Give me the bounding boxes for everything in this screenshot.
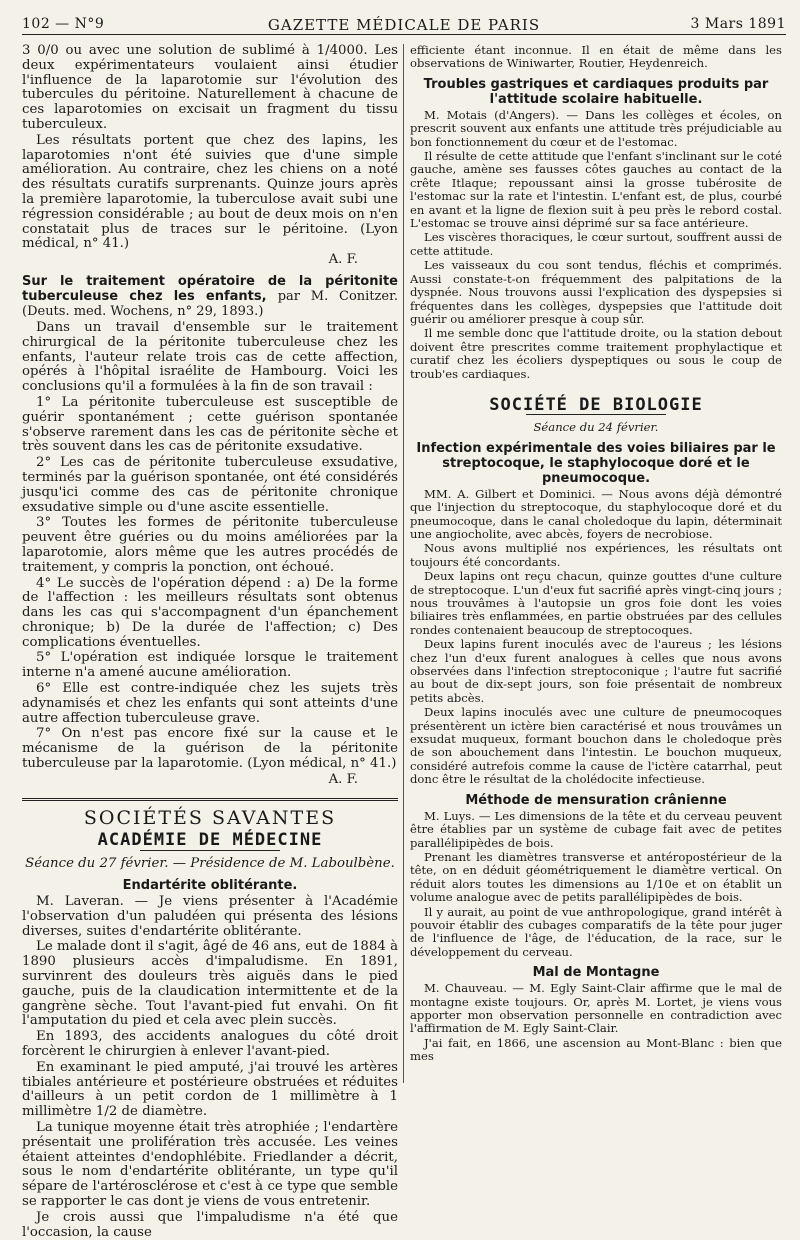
paragraph: 3 0/0 ou avec une solution de sublimé à 1/4000. Les deux expérimentateurs voulaient ainsi étudier l'influence de la laparotomie sur l'évolution des tubercules du péritoine. Naturellement à chacune de ces laparotomies on excisait un fragment du tissu tuberculeux. [22,43,398,132]
paragraph: Deux lapins inoculés avec une culture de pneumocoques présentèrent un ictère bien caractérisé et nous trouvâmes un exsudat muqueux, formant bouchon dans le choledoque près de son abouchement dans l'intestin. Le bouchon muqueux, considéré autrefois comme la cause de l'ictère catarrhal, peut donc être le résultat de la cholédocite infectieuse. [410,705,782,787]
society-heading: SOCIÉTÉ DE BIOLOGIE [489,394,703,415]
list-item: 1° La péritonite tuberculeuse est susceptible de guérir spontanément ; cette guérison spontanée s'observe rarement dans les cas de péritonite sèche et très souvent dans les cas de péritonite exsudative. [22,394,398,455]
list-item: 7° On n'est pas encore fixé sur la cause et le mécanisme de la guérison de la péritonite tuberculeuse par la laparotomie. (Lyon médical, n° 41.) [22,726,398,772]
section-rule [22,798,398,801]
paragraph: Dans un travail d'ensemble sur le traitement chirurgical de la péritonite tuberculeuse chez les enfants, l'auteur relate trois cas de cette affection, opérés à l'hôpital israélite de Hambourg. Voici les conclusions qu'il a formulées à la fin de son travail : [22,319,398,395]
right-column [410,44,782,1083]
list-item: 2° Les cas de péritonite tuberculeuse exsudative, terminés par la guérison spontanée, ont été considérés jusqu'ici comme des cas de péritonite chronique exsudative simple ou d'une ascite essentielle. [22,455,398,515]
paragraph: efficiente étant inconnue. Il en était de même dans les observations de Winiwarter, Routier, Heydenreich. [410,43,782,71]
paragraph: En 1893, des accidents analogues du côté droit forcèrent le chirurgien à enlever l'avant-pied. [22,1029,398,1060]
journal-title: GAZETTE MÉDICALE DE PARIS [267,16,541,34]
article-title: Endartérite oblitérante. [122,878,298,894]
column-divider [403,44,404,1083]
paragraph: Les résultats portent que chez des lapins, les laparotomies n'ont été suivies que d'une simple amélioration. Au contraire, chez les chiens on a noté des résultats curatifs surprenants. Quinze jours après la première laparotomie, la tuberculose avait subi une régression considérable ; au bout de deux mois on n'en constatait plus de traces sur le péritoine. (Lyon médical, n° 41.) [22,132,398,252]
paragraph: M. Chauveau. — M. Egly Saint-Clair affirme que le mal de montagne existe toujours. Or, après M. Lortet, je viens vous apporter mon observation personnelle en contradiction avec l'affirmation de M. Egly Saint-Clair. [410,981,782,1036]
session-line: Séance du 24 février. [533,420,659,435]
article-title: Méthode de mensuration crânienne [465,792,727,808]
paragraph: Les viscères thoraciques, le cœur surtout, souffrent aussi de cette attitude. [410,230,782,258]
signature: A. F. [328,252,358,268]
list-item: 4° Le succès de l'opération dépend : a) De la forme de l'affection : les meilleurs résultats sont obtenus dans les cas qui s'accompagnent d'un épanchement chronique; b) De la durée de l'affection; c) Des complications éventuelles. [22,575,398,650]
list-item: 3° Toutes les formes de péritonite tuberculeuse peuvent être guéries ou du moins améliorées par la laparotomie, alors même que les autres procédés de traitement, y compris la ponction, ont échoué. [22,515,398,575]
issue-date: 3 Mars 1891 [690,16,786,32]
article-title-text: Sur le traitement opératoire de la péritonite tuberculeuse chez les enfants, [22,273,398,304]
paragraph: Il me semble donc que l'attitude droite, ou la station debout doivent être prescrites comme traitement prophylactique et curatif chez les écoliers dyspeptiques ou sous le coup de troub'es cardiaques. [410,326,782,381]
page-header [22,8,786,35]
paragraph: J'ai fait, en 1866, une ascension au Mont-Blanc : bien que mes [410,1035,782,1064]
article-title: Troubles gastriques et cardiaques produits par l'attitude scolaire habituelle. [423,76,769,107]
list-item: 5° L'opération est indiquée lorsque le traitement interne n'a amené aucune amélioration. [22,650,398,681]
paragraph: MM. A. Gilbert et Dominici. — Nous avons déjà démontré que l'injection du streptocoque, du staphylocoque doré et du pneumocoque, dans le canal choledoque du lapin, déterminait une angiocholite, avec abcès, foyers de necrobiose. [410,486,782,541]
paragraph: Il y aurait, au point de vue anthropologique, grand intérêt à pouvoir établir des cubages comparatifs de la tête pour juger de l'influence de l'âge, de l'éducation, de la race, sur le développement du cerveau. [410,904,782,959]
paragraph: Prenant les diamètres transverse et antéropostérieur de la tête, on en déduit géométriquement le diamètre vertical. On réduit alors toutes les dimensions au 1/10e et on établit un volume analogue avec de petits parallélipipèdes de bois. [410,849,782,905]
session-line: Séance du 27 février. — Présidence de M. Laboulbène. [25,856,395,872]
paragraph: M. Luys. — Les dimensions de la tête et du cerveau peuvent être établies par un système de cubage fait avec de petites parallélipipèdes de bois. [410,808,782,850]
signature: A. F. [328,771,358,787]
paragraph: Il résulte de cette attitude que l'enfant s'inclinant sur le coté gauche, amène ses fausses côtes gauches au contact de la crête Itlaque; repoussant ainsi la grosse tubérosite de l'estomac sur la rate et l'intestin. L'enfant est, de plus, courbé en avant et la ligne de flexion suit à peu près le rebord costal. L'estomac se trouve ainsi déprimé sur sa face antérieure. [410,149,782,231]
paragraph: Deux lapins furent inoculés avec de l'aureus ; les lésions chez l'un d'eux furent analogues à celles que nous avons observées dans l'infection streptoconique ; l'autre fut sacrifié au bout de dix-sept jours, son foie présentait de nombreux petits abcès. [410,637,782,705]
article-title [22,274,398,319]
article-byline: par M. Conitzer. (Deuts. med. Wochens, n° 29, 1893.) [22,288,399,319]
heading-rule [140,850,280,851]
society-heading: ACADÉMIE DE MÉDECINE [97,830,323,851]
paragraph: Le malade dont il s'agit, âgé de 46 ans, eut de 1884 à 1890 plusieurs accès d'impaludisme. En 1891, survinrent des douleurs très aiguës dans le pied gauche, puis de la claudication intermittente et de la gangrène sèche. Tout l'avant-pied fut envahi. On fit l'amputation du pied et cela avec plein succès. [22,939,398,1029]
paragraph: Je crois aussi que l'impaludisme n'a été que l'occasion, la cause [22,1209,398,1240]
paragraph: Nous avons multiplié nos expériences, les résultats ont toujours été concordants. [410,541,782,569]
paragraph: En examinant le pied amputé, j'ai trouvé les artères tibiales antérieure et postérieure obstruées et réduites d'ailleurs à un petit cordon de 1 millimètre à 1 millimètre 1/2 de diamètre. [22,1059,398,1120]
paragraph: Les vaisseaux du cou sont tendus, fléchis et comprimés. Aussi constate-t-on fréquemment des palpitations de la dyspnée. Nous trouvons aussi l'explication des dyspepsies si fréquentes dans les collèges, dyspepsies que l'attitude doit guérir ou améliorer presque à coup sûr. [410,258,782,326]
paragraph: M. Motais (d'Angers). — Dans les collèges et écoles, on prescrit souvent aux enfants une attitude très préjudiciable au bon fonctionnement du cœur et de l'estomac. [410,107,782,149]
paragraph: Deux lapins ont reçu chacun, quinze gouttes d'une culture de streptocoque. L'un d'eux fut sacrifié après vingt-cinq jours ; nous trouvâmes à l'autopsie un gros foie dont les voies biliaires très enflammées, en partie obstruées par des cellules rondes contenaient beaucoup de streptocoques. [410,569,782,637]
paragraph: M. Laveran. — Je viens présenter à l'Académie l'observation d'un paludéen qui présenta des lésions diverses, suites d'endartérite oblitérante. [22,894,398,939]
list-item: 6° Elle est contre-indiquée chez les sujets très adynamisés et chez les enfants qui sont atteints d'une autre affection tuberculeuse grave. [22,681,398,726]
paragraph: La tunique moyenne était très atrophiée ; l'endartère présentait une prolifération très accusée. Les veines étaient atteintes d'endophlébite. Friedlander a décrit, sous le nom d'endartérite oblitérante, un type qu'il sépare de l'artérosclérose et c'est à ce type que semble se rapporter le cas dont je viens de vous entretenir. [22,1120,398,1209]
article-title: Mal de Montagne [532,965,660,981]
section-heading: SOCIÉTÉS SAVANTES [83,806,337,829]
left-column [22,43,399,1240]
page-number: 102 — N°9 [22,16,105,32]
article-title: Infection expérimentale des voies biliaires par le streptocoque, le staphylocoque doré et le pneumocoque. [416,440,776,486]
